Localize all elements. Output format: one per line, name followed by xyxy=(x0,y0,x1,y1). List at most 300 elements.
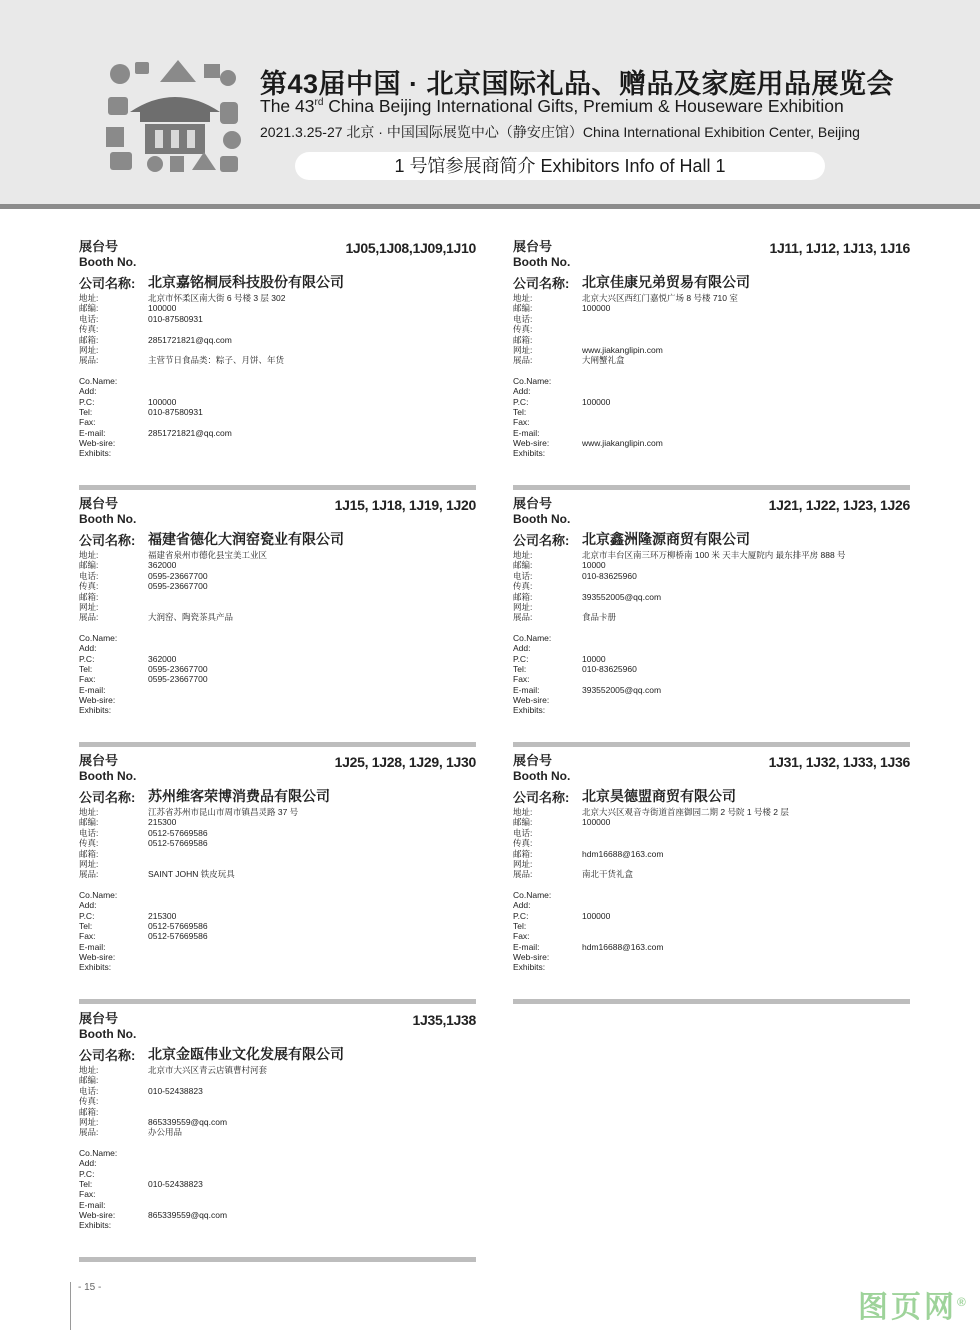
field-value: SAINT JOHN 铁皮玩具 xyxy=(148,869,235,880)
field-value: 0595-23667700 xyxy=(148,663,208,674)
exhibitor-card xyxy=(79,497,476,747)
booth-label-cn: 展台号 xyxy=(513,496,553,511)
field-label: 展品: xyxy=(513,355,533,366)
field-label: 邮箱: xyxy=(513,591,533,602)
field-row-cn xyxy=(79,314,285,324)
field-label: Co.Name: xyxy=(79,375,118,386)
field-label: 电话: xyxy=(513,313,533,324)
field-row-cn xyxy=(513,859,789,869)
field-row-en xyxy=(513,376,738,386)
field-row-en xyxy=(513,952,789,962)
contact-fields xyxy=(79,1065,267,1231)
field-label: 地址: xyxy=(513,550,533,560)
field-label: Tel: xyxy=(79,663,93,674)
company-label: 公司名称: xyxy=(513,533,570,548)
field-row-cn xyxy=(79,1086,267,1096)
exhibition-date-venue: 2021.3.25-27 北京 · 中国国际展览中心（静安庄馆）China International Exhibition Center, Beijing xyxy=(260,124,860,140)
booth-number: 1J05,1J08,1J09,1J10 xyxy=(345,240,476,256)
field-row-en xyxy=(79,695,267,705)
field-label: E-mail: xyxy=(79,941,106,952)
field-value: 2851721821@qq.com xyxy=(148,427,232,438)
field-value: 100000 xyxy=(582,396,611,407)
exhibitor-card xyxy=(513,754,910,1004)
section-gap xyxy=(79,880,298,890)
field-label: Add: xyxy=(79,386,97,397)
field-row-en xyxy=(79,890,298,900)
field-value: 010-87580931 xyxy=(148,313,203,324)
field-row-cn xyxy=(513,355,738,365)
field-label: 邮编: xyxy=(79,1075,99,1086)
field-value: 10000 xyxy=(582,653,606,664)
field-row-en xyxy=(513,397,738,407)
card-divider xyxy=(513,485,910,490)
field-label: Co.Name: xyxy=(513,889,552,900)
section-gap xyxy=(79,623,267,633)
field-row-cn xyxy=(79,838,298,848)
booth-label-en: Booth No. xyxy=(79,1027,137,1041)
field-row-en xyxy=(79,417,285,427)
field-row-en xyxy=(79,942,298,952)
field-value: 100000 xyxy=(582,817,611,828)
company-label: 公司名称: xyxy=(513,790,570,805)
field-label: P.C: xyxy=(79,1168,95,1179)
field-label: P.C: xyxy=(513,653,529,664)
field-label: 邮箱: xyxy=(79,1106,99,1117)
field-label: Fax: xyxy=(79,931,96,942)
field-row-cn xyxy=(79,1065,267,1075)
field-label: E-mail: xyxy=(513,941,540,952)
field-label: P.C: xyxy=(79,653,95,664)
field-row-cn xyxy=(79,1107,267,1117)
field-value: 福建省泉州市德化县宝美工业区 xyxy=(148,550,268,560)
field-row-cn xyxy=(79,859,298,869)
field-label: 邮箱: xyxy=(79,848,99,859)
field-label: Co.Name: xyxy=(513,375,552,386)
field-row-cn xyxy=(79,324,285,334)
field-label: 邮编: xyxy=(513,560,533,571)
field-row-en xyxy=(513,931,789,941)
field-value: 北京大兴区西红门嘉悦广场 8 号楼 710 室 xyxy=(582,293,738,303)
field-row-en xyxy=(513,695,846,705)
field-value: hdm16688@163.com xyxy=(582,848,664,859)
field-row-cn xyxy=(79,612,267,622)
field-row-cn xyxy=(79,335,285,345)
field-row-en xyxy=(79,1158,267,1168)
company-name: 北京嘉铭桐辰科技股份有限公司 xyxy=(148,274,344,290)
field-label: 邮箱: xyxy=(513,848,533,859)
field-row-en xyxy=(79,962,298,972)
field-row-en xyxy=(79,386,285,396)
exhibitor-card xyxy=(513,497,910,747)
field-row-en xyxy=(513,407,738,417)
field-row-en xyxy=(79,397,285,407)
card-divider xyxy=(79,999,476,1004)
contact-fields xyxy=(79,550,267,716)
field-value: 215300 xyxy=(148,910,177,921)
field-row-en xyxy=(513,921,789,931)
field-row-en xyxy=(513,664,846,674)
contact-fields xyxy=(79,293,285,459)
field-value: 江苏省苏州市昆山市周市镇昌灵路 37 号 xyxy=(148,807,299,817)
field-label: Add: xyxy=(513,643,531,654)
field-label: P.C: xyxy=(513,910,529,921)
field-row-en xyxy=(79,1220,267,1230)
company-name: 北京佳康兄弟贸易有限公司 xyxy=(582,274,750,290)
booth-number: 1J21, 1J22, 1J23, 1J26 xyxy=(768,497,910,513)
field-row-en xyxy=(79,952,298,962)
field-row-en xyxy=(513,962,789,972)
field-value: 南北干货礼盒 xyxy=(582,869,634,880)
exhibition-title-cn: 第43届中国 · 北京国际礼品、赠品及家庭用品展览会 xyxy=(260,69,895,99)
field-row-en xyxy=(79,664,267,674)
field-value: 010-52438823 xyxy=(148,1085,203,1096)
field-value: 0595-23667700 xyxy=(148,581,208,592)
field-label: 地址: xyxy=(513,807,533,817)
field-value: 100000 xyxy=(582,303,611,314)
field-row-cn xyxy=(79,602,267,612)
field-value: 办公用品 xyxy=(148,1127,183,1138)
field-label: 邮箱: xyxy=(513,334,533,345)
field-row-cn xyxy=(79,550,267,560)
field-value: hdm16688@163.com xyxy=(582,941,664,952)
booth-label-cn: 展台号 xyxy=(79,753,119,768)
section-gap xyxy=(513,366,738,376)
field-label: 电话: xyxy=(79,1085,99,1096)
field-row-cn xyxy=(513,293,738,303)
booth-number: 1J35,1J38 xyxy=(412,1012,476,1028)
field-label: Add: xyxy=(513,386,531,397)
field-label: 网址: xyxy=(79,1116,99,1127)
field-row-en xyxy=(79,1148,267,1158)
field-label: Exhibits: xyxy=(513,962,546,973)
field-value: 0512-57669586 xyxy=(148,838,208,849)
field-label: 网址: xyxy=(79,601,99,612)
field-label: 展品: xyxy=(79,1127,99,1138)
field-row-cn xyxy=(513,345,738,355)
field-value: 大闸蟹礼盒 xyxy=(582,355,625,366)
contact-fields xyxy=(513,293,738,459)
field-row-en xyxy=(513,685,846,695)
field-row-en xyxy=(513,942,789,952)
field-row-cn xyxy=(513,571,846,581)
field-label: 展品: xyxy=(513,612,533,623)
field-label: 网址: xyxy=(513,858,533,869)
field-value: 100000 xyxy=(148,303,177,314)
field-value: 食品卡册 xyxy=(582,612,617,623)
contact-fields xyxy=(513,807,789,973)
field-row-cn xyxy=(513,314,738,324)
field-label: Tel: xyxy=(513,920,527,931)
booth-number: 1J11, 1J12, 1J13, 1J16 xyxy=(769,240,910,256)
field-row-en xyxy=(79,643,267,653)
field-label: Fax: xyxy=(513,417,530,428)
field-value: 0512-57669586 xyxy=(148,931,208,942)
booth-label-en: Booth No. xyxy=(513,769,571,783)
field-value: 0595-23667700 xyxy=(148,674,208,685)
field-row-cn xyxy=(513,602,846,612)
field-label: 电话: xyxy=(79,570,99,581)
card-divider xyxy=(79,485,476,490)
booth-number: 1J15, 1J18, 1J19, 1J20 xyxy=(334,497,476,513)
field-label: 传真: xyxy=(79,581,99,592)
field-label: 传真: xyxy=(513,581,533,592)
field-value: 393552005@qq.com xyxy=(582,684,662,695)
contact-fields xyxy=(513,550,846,716)
field-row-cn xyxy=(513,550,846,560)
field-label: Co.Name: xyxy=(513,632,552,643)
field-label: 地址: xyxy=(79,550,99,560)
field-label: 传真: xyxy=(513,838,533,849)
field-row-cn xyxy=(513,807,789,817)
booth-number: 1J31, 1J32, 1J33, 1J36 xyxy=(768,754,910,770)
field-label: Fax: xyxy=(79,1189,96,1200)
field-label: 展品: xyxy=(79,612,99,623)
booth-label-cn: 展台号 xyxy=(513,753,553,768)
field-row-cn xyxy=(79,571,267,581)
watermark: 图页网® xyxy=(858,1291,969,1324)
field-row-cn xyxy=(513,581,846,591)
field-label: Exhibits: xyxy=(79,705,112,716)
company-label: 公司名称: xyxy=(79,533,136,548)
exhibitor-card xyxy=(79,240,476,490)
field-row-cn xyxy=(79,828,298,838)
field-row-en xyxy=(79,438,285,448)
field-row-cn xyxy=(79,293,285,303)
field-row-en xyxy=(513,911,789,921)
field-label: P.C: xyxy=(79,910,95,921)
field-row-cn xyxy=(79,345,285,355)
field-label: E-mail: xyxy=(513,684,540,695)
field-label: E-mail: xyxy=(79,684,106,695)
field-value: 北京大兴区观音寺街道首座御园二期 2 号院 1 号楼 2 层 xyxy=(582,807,789,817)
field-value: www.jiakanglipin.com xyxy=(582,344,663,355)
field-value: 100000 xyxy=(582,910,611,921)
field-value: www.jiakanglipin.com xyxy=(582,438,663,449)
card-divider xyxy=(79,1257,476,1262)
field-row-en xyxy=(513,448,738,458)
exhibitor-card xyxy=(79,754,476,1004)
field-label: Add: xyxy=(79,900,97,911)
field-value: 010-87580931 xyxy=(148,406,203,417)
field-label: Tel: xyxy=(79,920,93,931)
field-label: Co.Name: xyxy=(79,1147,118,1158)
field-row-en xyxy=(513,428,738,438)
field-row-en xyxy=(513,417,738,427)
hall-title: 1 号馆参展商简介 Exhibitors Info of Hall 1 xyxy=(295,152,825,180)
field-row-cn xyxy=(79,807,298,817)
field-label: E-mail: xyxy=(513,427,540,438)
section-gap xyxy=(513,880,789,890)
booth-label-en: Booth No. xyxy=(79,255,137,269)
field-value: 215300 xyxy=(148,817,177,828)
field-label: 地址: xyxy=(513,293,533,303)
field-label: P.C: xyxy=(513,396,529,407)
field-row-en xyxy=(79,911,298,921)
field-row-cn xyxy=(513,612,846,622)
field-value: 2851721821@qq.com xyxy=(148,334,232,345)
field-label: 网址: xyxy=(79,858,99,869)
field-value: 0512-57669586 xyxy=(148,827,208,838)
header-banner xyxy=(0,0,980,209)
field-label: Exhibits: xyxy=(79,1220,112,1231)
field-row-en xyxy=(79,931,298,941)
field-value: 865339559@qq.com xyxy=(148,1210,228,1221)
field-row-en xyxy=(79,633,267,643)
field-label: Fax: xyxy=(513,931,530,942)
field-row-en xyxy=(79,654,267,664)
field-row-cn xyxy=(79,869,298,879)
field-label: 传真: xyxy=(79,324,99,335)
field-row-cn xyxy=(513,828,789,838)
section-gap xyxy=(513,623,846,633)
field-row-en xyxy=(79,407,285,417)
field-value: 010-52438823 xyxy=(148,1178,203,1189)
field-row-en xyxy=(79,1200,267,1210)
field-label: P.C: xyxy=(79,396,95,407)
field-label: Add: xyxy=(79,1158,97,1169)
field-label: 地址: xyxy=(79,293,99,303)
booth-label-en: Booth No. xyxy=(79,769,137,783)
field-label: Web-sire: xyxy=(79,695,116,706)
field-label: Fax: xyxy=(79,674,96,685)
field-label: 电话: xyxy=(513,570,533,581)
field-label: Web-sire: xyxy=(79,1210,116,1221)
field-row-cn xyxy=(513,560,846,570)
field-label: 电话: xyxy=(79,827,99,838)
company-label: 公司名称: xyxy=(513,276,570,291)
field-row-cn xyxy=(79,1075,267,1085)
field-row-en xyxy=(513,900,789,910)
field-value: 362000 xyxy=(148,653,177,664)
contact-fields xyxy=(79,807,298,973)
booth-label-cn: 展台号 xyxy=(513,239,553,254)
field-row-cn xyxy=(79,581,267,591)
card-divider xyxy=(79,742,476,747)
field-label: 地址: xyxy=(79,807,99,817)
field-label: Exhibits: xyxy=(513,448,546,459)
field-row-en xyxy=(513,654,846,664)
exhibition-logo-icon xyxy=(100,52,245,177)
field-label: Tel: xyxy=(513,663,527,674)
field-value: 北京市大兴区青云店镇曹村河套 xyxy=(148,1065,268,1075)
field-label: 网址: xyxy=(513,344,533,355)
field-row-cn xyxy=(513,869,789,879)
field-label: Web-sire: xyxy=(79,952,116,963)
company-name: 苏州维客荣博消费品有限公司 xyxy=(148,788,330,804)
field-label: 网址: xyxy=(513,601,533,612)
field-row-en xyxy=(79,376,285,386)
company-name: 北京金瓯伟业文化发展有限公司 xyxy=(148,1046,344,1062)
booth-number: 1J25, 1J28, 1J29, 1J30 xyxy=(334,754,476,770)
field-row-cn xyxy=(79,849,298,859)
field-value: 大润窑、陶瓷茶具产品 xyxy=(148,612,234,623)
field-value: 主营节日食品类：粽子、月饼、年货 xyxy=(148,355,285,366)
field-row-cn xyxy=(79,817,298,827)
field-value: 010-83625960 xyxy=(582,663,637,674)
field-row-en xyxy=(79,1189,267,1199)
page-margin-line xyxy=(70,1282,71,1330)
exhibition-title-en: The 43rd China Beijing International Gifts, Premium & Houseware Exhibition xyxy=(260,96,844,116)
field-row-en xyxy=(79,674,267,684)
field-row-cn xyxy=(79,303,285,313)
company-name: 福建省德化大润窑瓷业有限公司 xyxy=(148,531,344,547)
field-label: 地址: xyxy=(79,1065,99,1075)
field-row-en xyxy=(79,448,285,458)
field-value: 100000 xyxy=(148,396,177,407)
field-row-en xyxy=(79,900,298,910)
page-number: - 15 - xyxy=(78,1282,102,1293)
company-label: 公司名称: xyxy=(79,1048,136,1063)
field-label: Web-sire: xyxy=(513,952,550,963)
booth-label-en: Booth No. xyxy=(513,512,571,526)
field-row-en xyxy=(79,428,285,438)
field-row-cn xyxy=(79,1117,267,1127)
field-value: 10000 xyxy=(582,560,606,571)
field-row-cn xyxy=(79,1096,267,1106)
field-row-en xyxy=(513,386,738,396)
field-value: 865339559@qq.com xyxy=(148,1116,228,1127)
field-row-cn xyxy=(513,592,846,602)
field-label: Exhibits: xyxy=(79,962,112,973)
section-gap xyxy=(79,1138,267,1148)
field-row-cn xyxy=(513,303,738,313)
booth-label-en: Booth No. xyxy=(79,512,137,526)
field-value: 0595-23667700 xyxy=(148,570,208,581)
field-label: Web-sire: xyxy=(513,438,550,449)
field-row-cn xyxy=(79,355,285,365)
field-label: Co.Name: xyxy=(79,889,118,900)
field-label: 邮箱: xyxy=(79,334,99,345)
field-row-en xyxy=(513,674,846,684)
card-divider xyxy=(513,742,910,747)
field-row-en xyxy=(513,633,846,643)
field-label: Web-sire: xyxy=(513,695,550,706)
field-value: 0512-57669586 xyxy=(148,920,208,931)
field-label: 邮箱: xyxy=(79,591,99,602)
booth-label-en: Booth No. xyxy=(513,255,571,269)
company-label: 公司名称: xyxy=(79,276,136,291)
field-label: 传真: xyxy=(79,838,99,849)
field-label: Web-sire: xyxy=(79,438,116,449)
field-label: 邮编: xyxy=(79,303,99,314)
field-value: 010-83625960 xyxy=(582,570,637,581)
field-label: Fax: xyxy=(513,674,530,685)
field-value: 393552005@qq.com xyxy=(582,591,662,602)
field-row-cn xyxy=(513,838,789,848)
field-label: Tel: xyxy=(79,406,93,417)
field-label: Tel: xyxy=(79,1178,93,1189)
field-label: Fax: xyxy=(79,417,96,428)
field-label: Co.Name: xyxy=(79,632,118,643)
field-row-en xyxy=(513,705,846,715)
field-label: 网址: xyxy=(79,344,99,355)
field-label: Add: xyxy=(513,900,531,911)
booth-label-cn: 展台号 xyxy=(79,239,119,254)
exhibitor-card xyxy=(79,1012,476,1262)
field-label: 展品: xyxy=(513,869,533,880)
field-row-cn xyxy=(79,560,267,570)
field-label: E-mail: xyxy=(79,427,106,438)
booth-label-cn: 展台号 xyxy=(79,496,119,511)
company-name: 北京鑫洲隆源商贸有限公司 xyxy=(582,531,750,547)
field-label: 传真: xyxy=(513,324,533,335)
field-label: 电话: xyxy=(513,827,533,838)
company-label: 公司名称: xyxy=(79,790,136,805)
field-row-en xyxy=(79,1210,267,1220)
field-row-cn xyxy=(513,817,789,827)
field-row-en xyxy=(513,643,846,653)
field-row-cn xyxy=(79,1127,267,1137)
